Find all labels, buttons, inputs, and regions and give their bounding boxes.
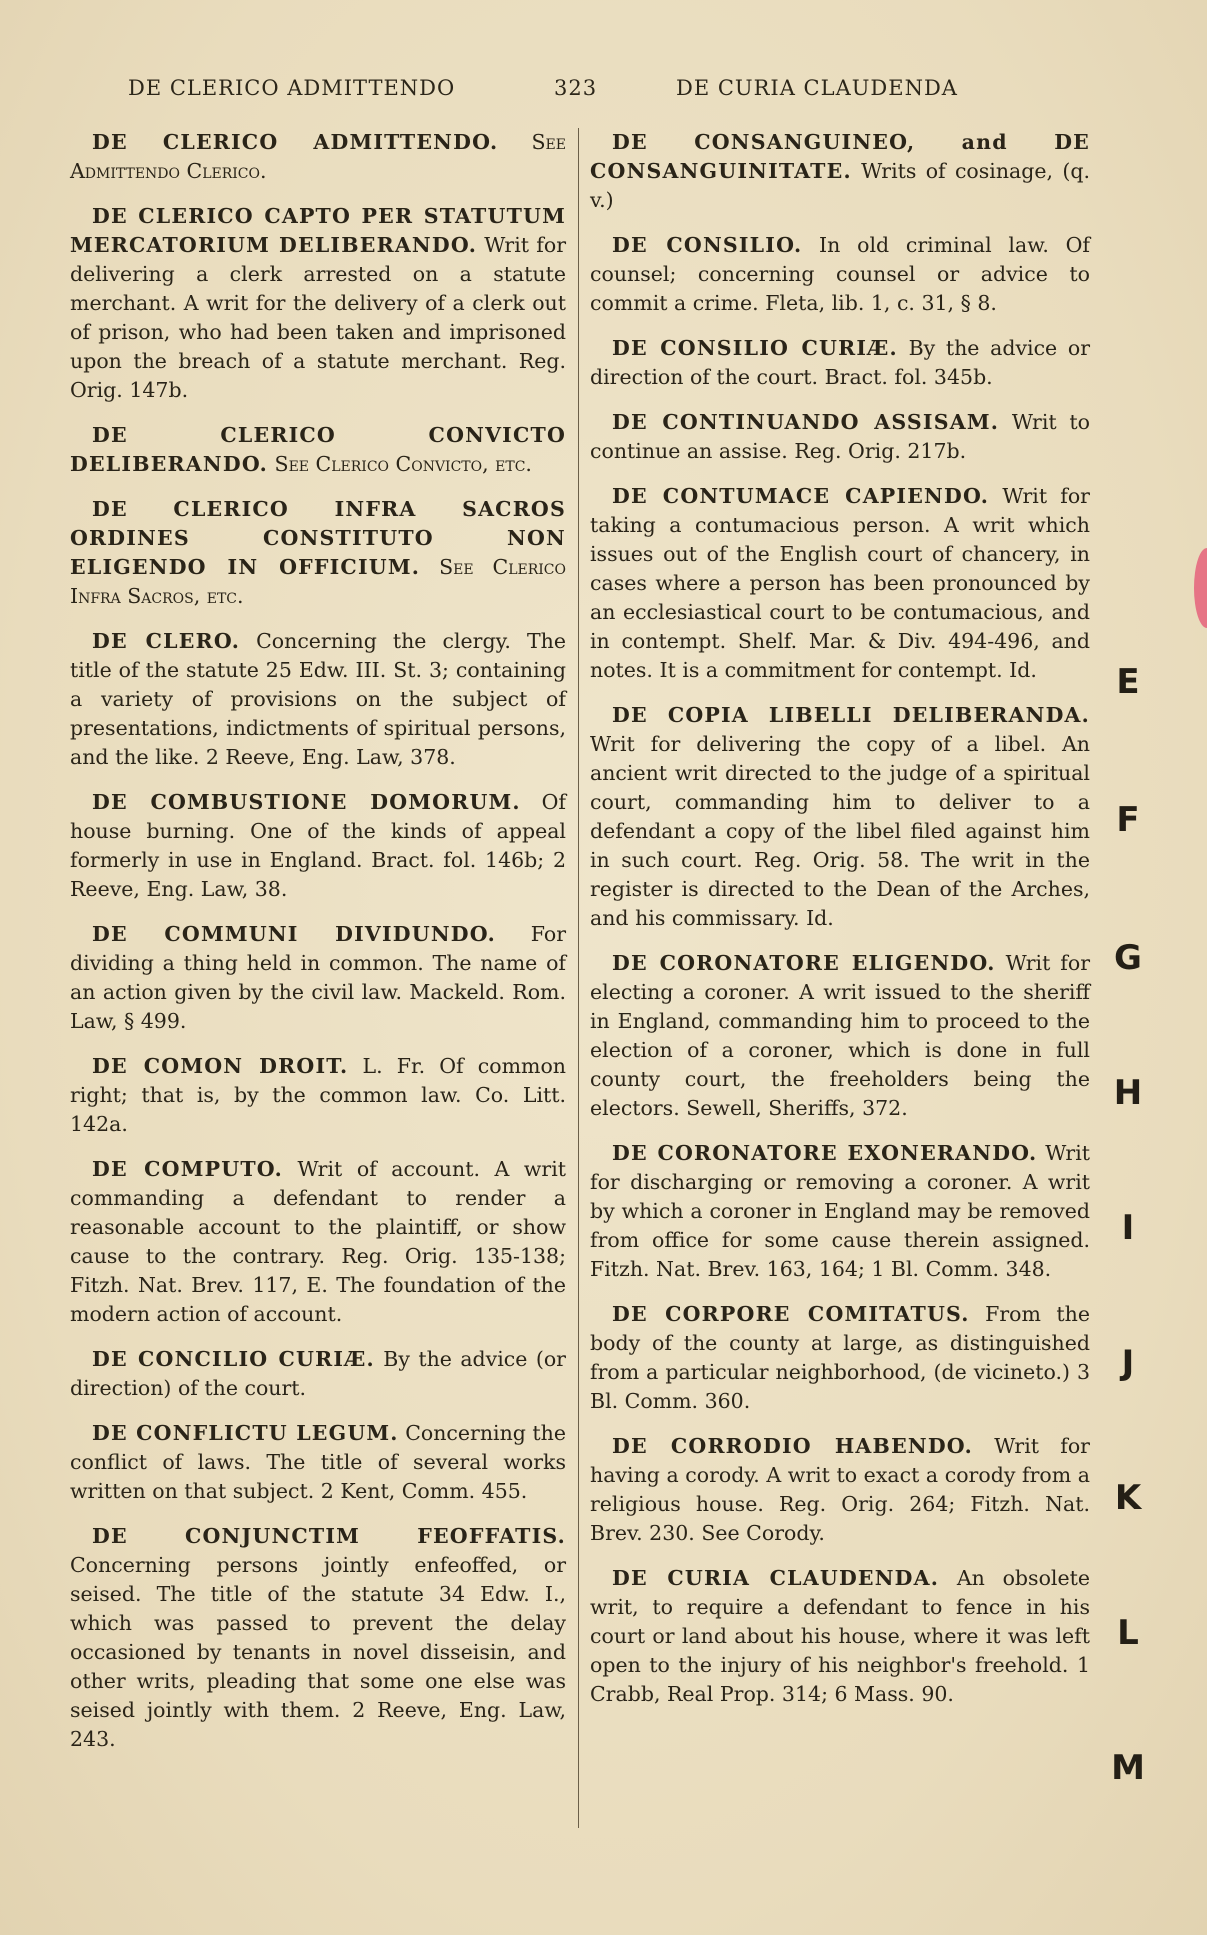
thumb-index-letter: L: [1117, 1613, 1139, 1653]
header-left-guideword: DE CLERICO ADMITTENDO: [128, 76, 456, 100]
entry: [70, 627, 566, 772]
entry-headword: DE CLERICO CAPTO PER STATUTUM MERCATORIUM DELIBERANDO.: [70, 204, 566, 257]
entry-text: Writ for discharging or removing a coroner. A writ by which a coroner in England may be removed from office for some cause therein assigned. Fitzh. Nat. Brev. 163, 164; 1 Bl. Comm. 348.: [590, 1141, 1090, 1281]
entry: [70, 495, 566, 611]
entry-headword: DE COMPUTO.: [92, 1157, 283, 1181]
entry: [70, 202, 566, 405]
entry-text: Of house burning. One of the kinds of appeal formerly in use in England. Bract. fol. 146b; 2 Reeve, Eng. Law, 38.: [70, 790, 566, 901]
thumb-index-letter: M: [1111, 1748, 1145, 1788]
entry-headword: DE CONCILIO CURIÆ.: [92, 1347, 375, 1371]
header-right-guideword: DE CURIA CLAUDENDA: [676, 76, 958, 100]
entry: [590, 334, 1090, 392]
entry-text: Writ for delivering the copy of a libel. An ancient writ directed to the judge of a spiritual court, commanding him to deliver to a defendant a copy of the libel filed against him in such court. Reg. Orig. 58. The writ in the register is directed to the Dean of the Arches, and his commissary. Id.: [590, 732, 1090, 930]
entry-headword: DE CORRODIO HABENDO.: [612, 1434, 974, 1458]
entry-headword: DE CLERICO CONVICTO DELIBERANDO.: [70, 423, 566, 476]
entry: [590, 482, 1090, 685]
entry: [590, 1139, 1090, 1284]
entry-text: Writs of cosinage, (q. v.): [590, 159, 1090, 212]
entry: [590, 1564, 1090, 1709]
entry-headword: DE CONTUMACE CAPIENDO.: [612, 484, 990, 508]
column-divider: [578, 128, 579, 1828]
thumb-index-letter: F: [1116, 800, 1140, 840]
entry: [70, 1052, 566, 1139]
entry-headword: DE CLERICO INFRA SACROS ORDINES CONSTITUTO NON ELIGENDO IN OFFICIUM.: [70, 497, 566, 579]
entry-text: By the advice or direction of the court. Bract. fol. 345b.: [590, 336, 1090, 389]
entry-headword: DE CONSILIO CURIÆ.: [612, 336, 898, 360]
entry-headword: DE CONTINUANDO ASSISAM.: [612, 410, 1000, 434]
entry-headword: DE CURIA CLAUDENDA.: [612, 1566, 940, 1590]
entry-text: Writ for delivering a clerk arrested on a statute merchant. A writ for the delivery of a clerk out of prison, who had been taken and imprisoned upon the breach of a statute merchant. Reg. Orig. 147b.: [70, 233, 566, 402]
entry-text: Concerning persons jointly enfeoffed, or seised. The title of the statute 34 Edw. I., which was passed to prevent the delay occasioned by tenants in novel disseisin, and other writs, pleading that some one else was seised jointly with them. 2 Reeve, Eng. Law, 243.: [70, 1553, 566, 1751]
entry: [70, 421, 566, 479]
entry-text: See Clerico Convicto, etc.: [274, 452, 532, 476]
thumb-index-letter: H: [1113, 1073, 1143, 1113]
entry: [70, 920, 566, 1036]
entry-text: Writ to continue an assise. Reg. Orig. 217b.: [590, 410, 1090, 463]
entry-text: An obsolete writ, to require a defendant to fence in his court or land about his house, where it was left open to the injury of his neighbor's freehold. 1 Crabb, Real Prop. 314; 6 Mass. 90.: [590, 1566, 1090, 1706]
entry: [590, 701, 1090, 933]
thumb-index-letter: E: [1116, 662, 1140, 702]
thumb-index-letter: K: [1114, 1478, 1142, 1518]
entry: [590, 408, 1090, 466]
page-number: 323: [554, 76, 598, 100]
entry-headword: DE CORONATORE ELIGENDO.: [612, 951, 996, 975]
entry: [70, 788, 566, 904]
entry: [70, 128, 566, 186]
entry-text: By the advice (or direction) of the court.: [70, 1347, 566, 1400]
red-tab-mark: [1194, 548, 1207, 628]
entry: [70, 1419, 566, 1506]
entry: [590, 949, 1090, 1123]
entry-text: Writ of account. A writ commanding a defendant to render a reasonable account to the plaintiff, or show cause to the contrary. Reg. Orig. 135-138; Fitzh. Nat. Brev. 117, E. The foundation of the modern action of account.: [70, 1157, 566, 1326]
entry-text: Writ for electing a coroner. A writ issued to the sheriff in England, commanding him to proceed to the election of a coroner, which is done in full county court, the freeholders being the electors. Sewell, Sheriffs, 372.: [590, 951, 1090, 1120]
entry-headword: DE COMON DROIT.: [92, 1054, 349, 1078]
right-column: [590, 128, 1090, 1725]
entry-text: See Admittendo Clerico.: [70, 130, 566, 183]
entry-headword: DE CONSILIO.: [612, 233, 803, 257]
thumb-index-letter: I: [1121, 1208, 1135, 1248]
entry-headword: DE CLERICO ADMITTENDO.: [92, 130, 499, 154]
thumb-index-letter: G: [1114, 938, 1142, 978]
entry-text: See Clerico Infra Sacros, etc.: [70, 555, 566, 608]
entry-text: Writ for taking a contumacious person. A writ which issues out of the English court of chancery, in cases where a person has been pronounced by an ecclesiastical court to be contumacious, and in contempt. Shelf. Mar. & Div. 494-496, and notes. It is a commitment for contempt. Id.: [590, 484, 1090, 682]
entry-headword: DE CORONATORE EXONERANDO.: [612, 1141, 1038, 1165]
entry: [70, 1522, 566, 1754]
entry-headword: DE COMMUNI DIVIDUNDO.: [92, 922, 496, 946]
entry: [70, 1345, 566, 1403]
entry: [590, 128, 1090, 215]
entry-text: Concerning the clergy. The title of the statute 25 Edw. III. St. 3; containing a variety of provisions on the subject of presentations, indictments of spiritual persons, and the like. 2 Reeve, Eng. Law, 378.: [70, 629, 566, 769]
thumb-index-letter: J: [1121, 1343, 1135, 1383]
entry-headword: DE COMBUSTIONE DOMORUM.: [92, 790, 521, 814]
entry-text: From the body of the county at large, as distinguished from a particular neighborhood, (de vicineto.) 3 Bl. Comm. 360.: [590, 1302, 1090, 1413]
entry-text: L. Fr. Of common right; that is, by the common law. Co. Litt. 142a.: [70, 1054, 566, 1136]
entry-text: Writ for having a corody. A writ to exact a corody from a religious house. Reg. Orig. 264; Fitzh. Nat. Brev. 230. See Corody.: [590, 1434, 1090, 1545]
entry: [590, 1300, 1090, 1416]
entry-text: For dividing a thing held in common. The name of an action given by the civil law. Mackeld. Rom. Law, § 499.: [70, 922, 566, 1033]
entry-headword: DE CONFLICTU LEGUM.: [92, 1421, 399, 1445]
entry-headword: DE CORPORE COMITATUS.: [612, 1302, 970, 1326]
entry-text: In old criminal law. Of counsel; concerning counsel or advice to commit a crime. Fleta, lib. 1, c. 31, § 8.: [590, 233, 1090, 315]
entry: [70, 1155, 566, 1329]
entry-headword: DE CLERO.: [92, 629, 241, 653]
entry-headword: DE COPIA LIBELLI DELIBERANDA.: [612, 703, 1090, 727]
entry-headword: DE CONJUNCTIM FEOFFATIS.: [92, 1524, 566, 1548]
entry-text: Concerning the conflict of laws. The title of several works written on that subject. 2 Kent, Comm. 455.: [70, 1421, 567, 1503]
left-column: [70, 128, 566, 1770]
entry: [590, 1432, 1090, 1548]
entry: [590, 231, 1090, 318]
entry-headword: DE CONSANGUINEO, and DE CONSANGUINITATE.: [590, 130, 1090, 183]
